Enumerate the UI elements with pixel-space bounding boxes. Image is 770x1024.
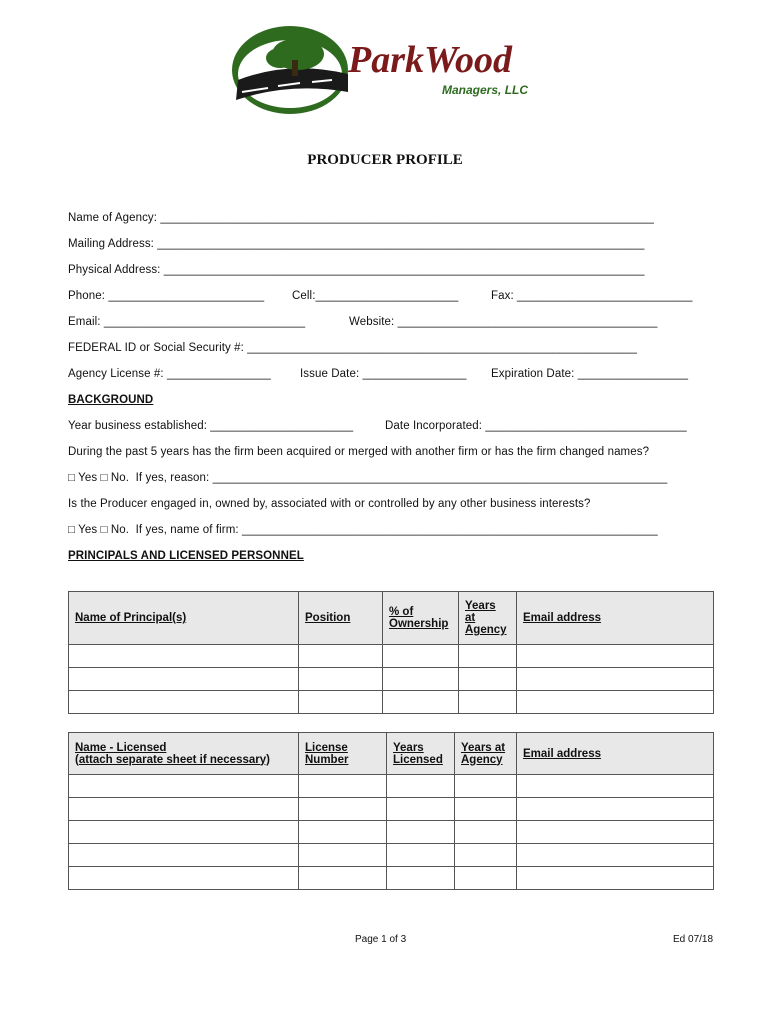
cell-name[interactable] (69, 867, 299, 890)
table-row (69, 691, 714, 714)
cell-email[interactable] (517, 844, 714, 867)
cell-email[interactable] (517, 645, 714, 668)
cell-name[interactable] (69, 821, 299, 844)
principals-table (68, 591, 714, 714)
header-name-licensed: Name - Licensed (attach separate sheet if necessary) (69, 733, 299, 775)
date-incorporated-field[interactable]: Date Incorporated: _______________________________ (385, 420, 687, 432)
header-percent-ownership: % of Ownership (383, 592, 459, 645)
table-header-row (69, 592, 714, 645)
header-email-address: Email address (517, 733, 714, 775)
cell-license[interactable] (299, 775, 387, 798)
cell-name[interactable] (69, 798, 299, 821)
principals-heading: PRINCIPALS AND LICENSED PERSONNEL (68, 550, 304, 562)
federal-id-field[interactable]: FEDERAL ID or Social Security #: ____________________________________________________________ (68, 342, 638, 354)
answer-acquired-field[interactable]: □ Yes □ No. If yes, reason: ______________________________________________________________________ (68, 472, 668, 484)
cell-email[interactable] (517, 668, 714, 691)
cell-years-agency[interactable] (455, 821, 517, 844)
logo-subtitle: Managers, LLC (442, 83, 529, 97)
physical-address-field[interactable]: Physical Address: __________________________________________________________________________ (68, 264, 645, 276)
fax-field[interactable]: Fax: ___________________________ (491, 290, 693, 302)
table-row (69, 798, 714, 821)
cell-email[interactable] (517, 867, 714, 890)
issue-date-field[interactable]: Issue Date: ________________ (300, 368, 467, 380)
table-row (69, 645, 714, 668)
phone-field[interactable]: Phone: ________________________ (68, 290, 265, 302)
background-heading: BACKGROUND (68, 394, 154, 406)
cell-years-licensed[interactable] (387, 775, 455, 798)
cell-name[interactable] (69, 844, 299, 867)
table-header-row (69, 733, 714, 775)
cell-years[interactable] (459, 645, 517, 668)
agency-license-field[interactable]: Agency License #: ________________ (68, 368, 271, 380)
cell-years-licensed[interactable] (387, 867, 455, 890)
table-row (69, 844, 714, 867)
cell-years[interactable] (459, 691, 517, 714)
cell-name[interactable] (69, 691, 299, 714)
year-established-field[interactable]: Year business established: ______________________ (68, 420, 354, 432)
cell-email[interactable] (517, 691, 714, 714)
mailing-address-field[interactable]: Mailing Address: ___________________________________________________________________________ (68, 238, 645, 250)
header-years-at-agency: Years at Agency (459, 592, 517, 645)
header-years-at-agency: Years at Agency (455, 733, 517, 775)
cell-years-licensed[interactable] (387, 844, 455, 867)
logo-brand: ParkWood (348, 39, 512, 81)
page-number: Page 1 of 3 (355, 934, 407, 945)
header-email-address: Email address (517, 592, 714, 645)
cell-license[interactable] (299, 867, 387, 890)
cell-license[interactable] (299, 821, 387, 844)
table-row (69, 775, 714, 798)
answer-firm-name-field[interactable]: □ Yes □ No. If yes, name of firm: ________________________________________________________________ (68, 524, 658, 536)
cell-field[interactable]: Cell:______________________ (292, 290, 459, 302)
table-row (69, 867, 714, 890)
cell-email[interactable] (517, 821, 714, 844)
table-row (69, 821, 714, 844)
cell-years-licensed[interactable] (387, 798, 455, 821)
question-other-interests: Is the Producer engaged in, owned by, associated with or controlled by any other business interests? (68, 498, 591, 510)
cell-ownership[interactable] (383, 668, 459, 691)
header-name-of-principals: Name of Principal(s) (69, 592, 299, 645)
cell-name[interactable] (69, 668, 299, 691)
cell-license[interactable] (299, 798, 387, 821)
cell-ownership[interactable] (383, 645, 459, 668)
licensed-personnel-table (68, 732, 714, 890)
agency-name-field[interactable]: Name of Agency: ____________________________________________________________________________ (68, 212, 655, 224)
website-field[interactable]: Website: ________________________________________ (349, 316, 658, 328)
cell-years-agency[interactable] (455, 844, 517, 867)
edition-label: Ed 07/18 (673, 934, 714, 945)
cell-email[interactable] (517, 775, 714, 798)
cell-ownership[interactable] (383, 691, 459, 714)
cell-email[interactable] (517, 798, 714, 821)
header-years-licensed: Years Licensed (387, 733, 455, 775)
cell-years-agency[interactable] (455, 775, 517, 798)
cell-years-licensed[interactable] (387, 821, 455, 844)
header-position: Position (299, 592, 383, 645)
parkwood-logo (228, 22, 558, 118)
page-title: PRODUCER PROFILE (307, 152, 463, 168)
cell-license[interactable] (299, 844, 387, 867)
cell-position[interactable] (299, 645, 383, 668)
cell-position[interactable] (299, 691, 383, 714)
cell-years-agency[interactable] (455, 798, 517, 821)
cell-years-agency[interactable] (455, 867, 517, 890)
question-acquired: During the past 5 years has the firm been acquired or merged with another firm or has the firm changed names? (68, 446, 650, 458)
cell-years[interactable] (459, 668, 517, 691)
header-license-number: License Number (299, 733, 387, 775)
cell-name[interactable] (69, 645, 299, 668)
expiration-date-field[interactable]: Expiration Date: _________________ (491, 368, 689, 380)
table-row (69, 668, 714, 691)
cell-name[interactable] (69, 775, 299, 798)
email-field[interactable]: Email: _______________________________ (68, 316, 306, 328)
cell-position[interactable] (299, 668, 383, 691)
